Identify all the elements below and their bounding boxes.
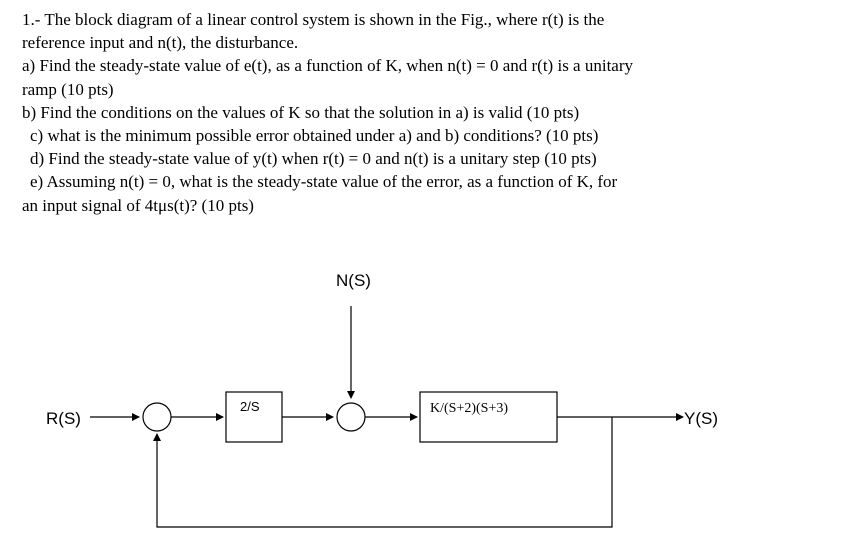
part-a-line-1: a) Find the steady-state value of e(t), as a function of K, when n(t) = 0 and r(t) is a unitary xyxy=(22,56,634,76)
part-d: d) Find the steady-state value of y(t) when r(t) = 0 and n(t) is a unitary step (10 pts) xyxy=(30,149,597,169)
problem-line-1: 1.- The block diagram of a linear control system is shown in the Fig., where r(t) is the xyxy=(22,10,605,29)
part-e-line-2: an input signal of 4tμs(t)? (10 pts) xyxy=(22,195,254,215)
summing-junction-1 xyxy=(143,403,171,431)
part-a-line-2: ramp (10 pts) xyxy=(22,79,114,99)
summing-junction-2 xyxy=(337,403,365,431)
problem-line-2: reference input and n(t), the disturbance. xyxy=(22,33,299,53)
plant-block-label: K/(S+2)(S+3) xyxy=(430,401,509,416)
part-b: b) Find the conditions on the values of K so that the solution in a) is valid (10 pts) xyxy=(22,102,580,122)
input-label: R(S) xyxy=(46,409,81,428)
part-c: c) what is the minimum possible error obtained under a) and b) conditions? (10 pts) xyxy=(30,126,599,146)
disturbance-label: N(S) xyxy=(336,271,371,290)
part-e-line-1: e) Assuming n(t) = 0, what is the steady-state value of the error, as a function of K, for xyxy=(30,172,618,192)
plant-block xyxy=(420,392,557,442)
integrator-block-label: 2/S xyxy=(240,399,260,414)
output-label: Y(S) xyxy=(684,409,718,428)
